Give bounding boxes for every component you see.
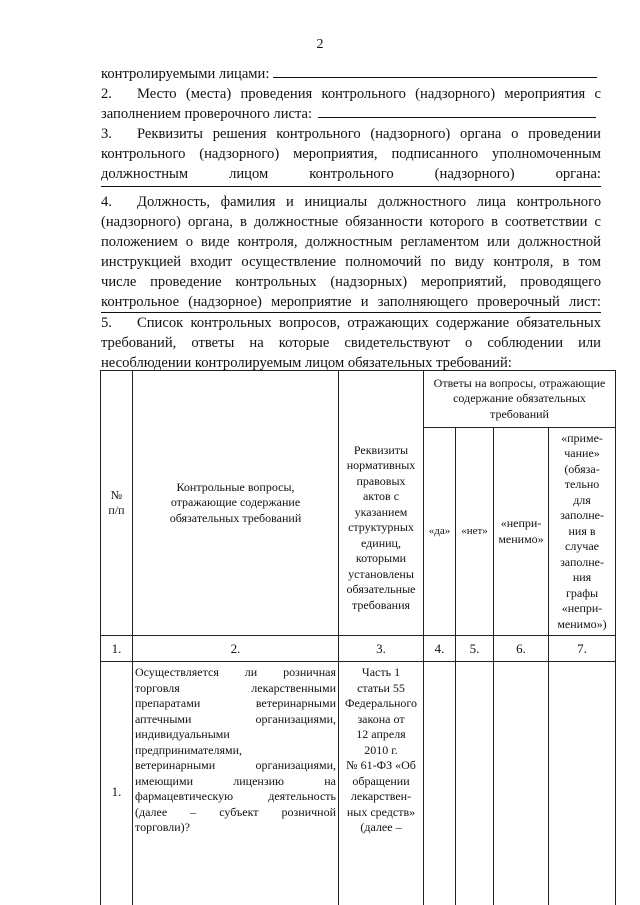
answer-yes-cell[interactable] — [424, 662, 456, 905]
item-5-line-1: 5. Список контрольных вопросов, отражающих содержание обязательных — [101, 315, 601, 331]
header-questions: Контрольные вопросы, отражающие содержание обязательных требований — [133, 371, 339, 636]
item-3-line-2: контрольного (надзорного) мероприятия, подписанного уполномоченным — [101, 146, 601, 162]
header-num: № п/п — [101, 371, 133, 636]
row-question: Осуществляется ли розничная торговля лекарственными препаратами ветеринарными аптечными организациями, индивидуальными предпринимателями, ветеринарными организациями, имеющими лицензию на фармацевтическую деятельность (далее – субъект розничной торговли)? — [133, 662, 339, 905]
table-row — [101, 662, 616, 905]
item-4-line-2: (надзорного) органа, в должностные обязанности которого в соответствии с — [101, 214, 601, 230]
header-not-applicable: «непри- менимо» — [494, 428, 549, 636]
item-5-line-3: несоблюдении контролируемым лицом обязательных требований: — [101, 355, 512, 371]
checklist-table — [100, 370, 616, 905]
item-4-line-3: положением о виде контроля, должностным регламентом или должностной — [101, 234, 601, 250]
item-4-line-1: 4. Должность, фамилия и инициалы должностного лица контрольного — [101, 194, 601, 210]
intro-continuation: контролируемыми лицами: — [101, 64, 601, 84]
header-no: «нет» — [456, 428, 494, 636]
column-number: 1. — [101, 636, 133, 662]
header-yes: «да» — [424, 428, 456, 636]
blank-line — [273, 77, 597, 78]
column-number: 2. — [133, 636, 339, 662]
item-4-line-6: контрольное (надзорное) мероприятие и заполняющего проверочный лист: — [101, 294, 601, 310]
column-number: 6. — [494, 636, 549, 662]
column-number: 7. — [549, 636, 616, 662]
item-3-line-1: 3. Реквизиты решения контрольного (надзорного) органа о проведении — [101, 126, 601, 142]
item-4-line-4: инструкцией входит осуществление полномочий по виду контроля, в том — [101, 254, 601, 270]
page-number: 2 — [316, 37, 324, 52]
item-2-line-2: заполнением проверочного листа: — [101, 104, 601, 124]
blank-line — [318, 117, 596, 118]
row-requisites: Часть 1 статьи 55 Федерального закона от 12 апреля 2010 г. № 61-ФЗ «Об обращении лекарствен- ных средств» (далее – — [339, 662, 424, 905]
column-number: 3. — [339, 636, 424, 662]
header-answers-group: Ответы на вопросы, отражающие содержание обязательных требований — [424, 371, 616, 428]
header-note: «приме- чание» (обяза- тельно для заполне- ния в случае заполне- ния графы «непри- менимо») — [549, 428, 616, 636]
item-3-line-3: должностным лицом контрольного (надзорного) органа: — [101, 166, 601, 182]
answer-na-cell[interactable] — [494, 662, 549, 905]
column-number: 4. — [424, 636, 456, 662]
item-2-line-1: 2. Место (места) проведения контрольного (надзорного) мероприятия с — [101, 86, 601, 102]
answer-note-cell[interactable] — [549, 662, 616, 905]
column-number: 5. — [456, 636, 494, 662]
row-number: 1. — [101, 662, 133, 905]
header-requisites: Реквизиты нормативных правовых актов с указанием структурных единиц, которыми установлены обязательные требования — [339, 371, 424, 636]
answer-no-cell[interactable] — [456, 662, 494, 905]
item-4-line-5: числе проведение контрольных (надзорных) мероприятий, проводящего — [101, 274, 601, 290]
item-5-line-2: требований, ответы на которые свидетельствуют о соблюдении или — [101, 335, 601, 351]
column-number-row — [101, 636, 616, 662]
blank-line — [101, 186, 601, 187]
